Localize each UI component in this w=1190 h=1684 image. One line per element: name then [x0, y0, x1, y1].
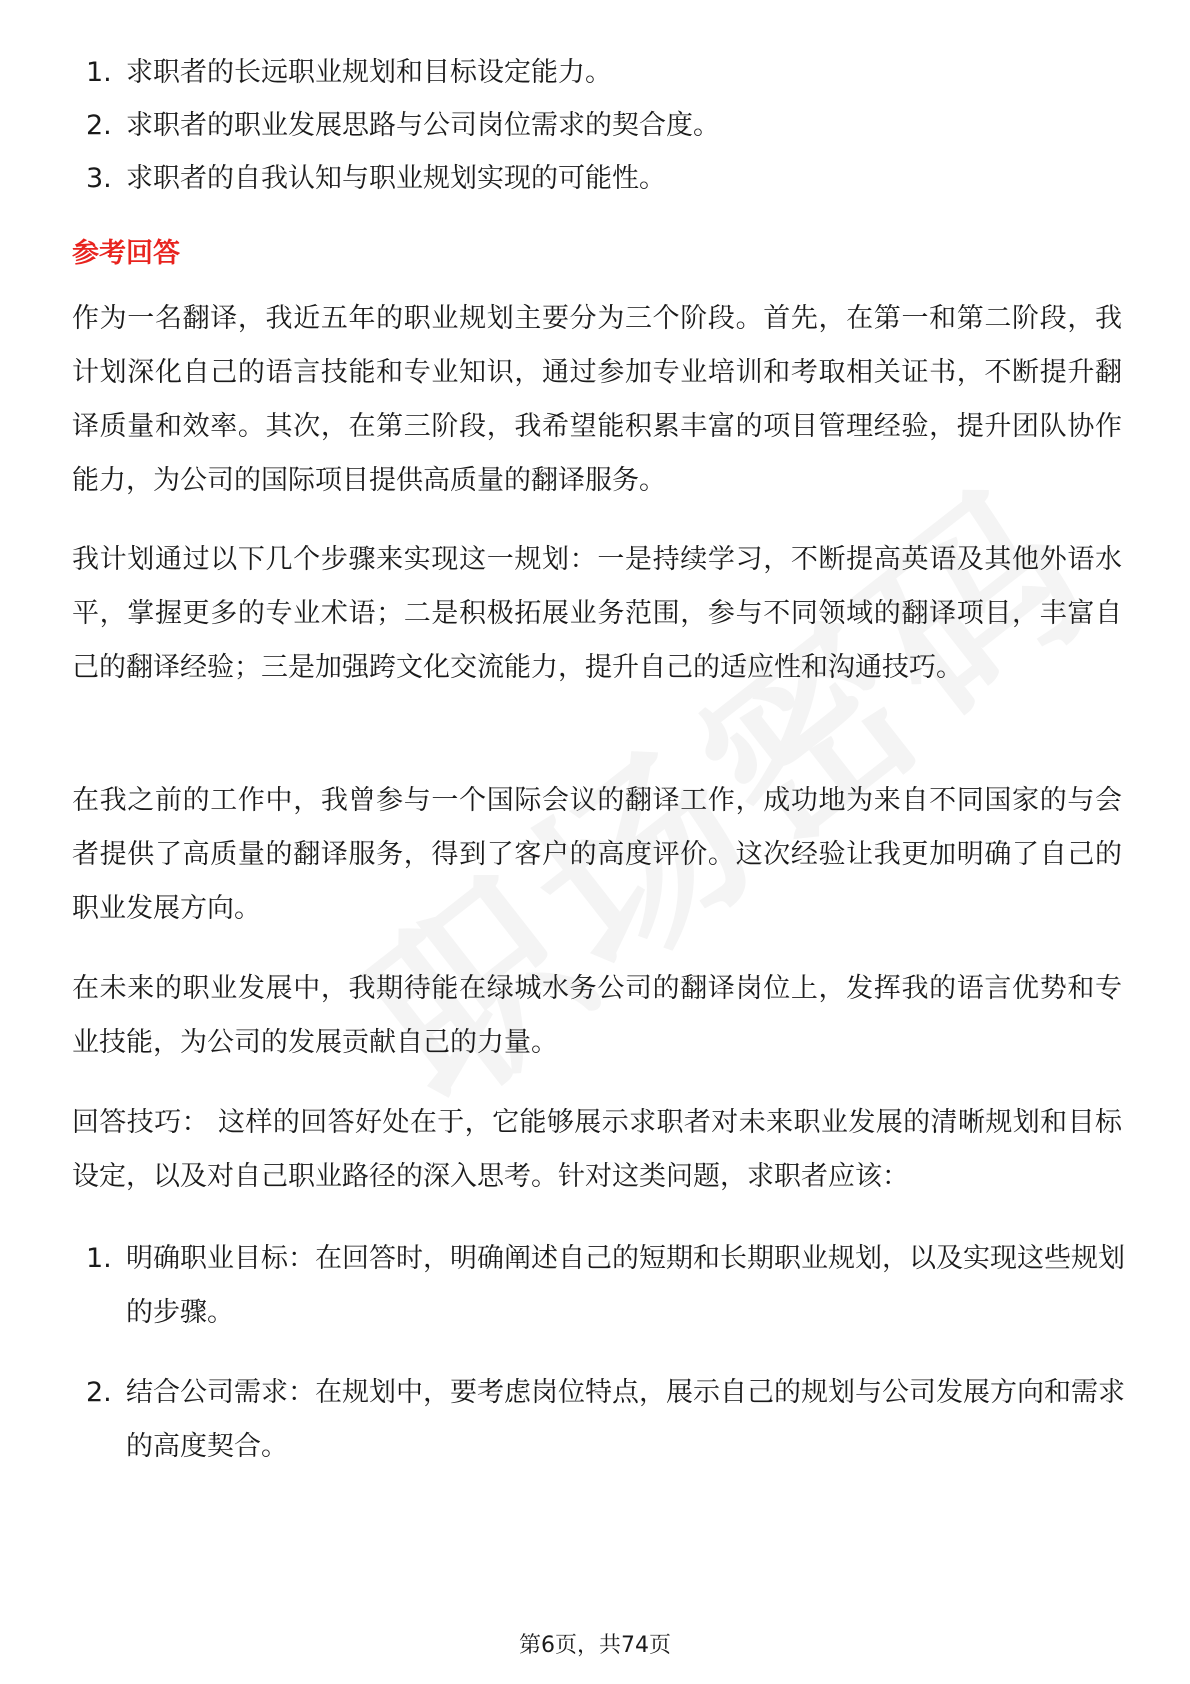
paragraph: 作为一名翻译，我近五年的职业规划主要分为三个阶段。首先，在第一和第二阶段，我计划深化自己的语言技能和专业知识，通过参加专业培训和考取相关证书，不断提升翻译质量和效率。其次，在第三阶段，我希望能积累丰富的项目管理经验，提升团队协作能力，为公司的国际项目提供高质量的翻译服务。 [72, 303, 1122, 496]
list-text: 明确职业目标：在回答时，明确阐述自己的短期和长期职业规划，以及实现这些规划的步骤。 [126, 1243, 1125, 1328]
list-item [86, 150, 1126, 208]
list-number: 3. [86, 163, 112, 194]
list-item [86, 1232, 1126, 1340]
section-title: 参考回答 [72, 238, 180, 269]
list-item [86, 1366, 1126, 1474]
paragraph: 在我之前的工作中，我曾参与一个国际会议的翻译工作，成功地为来自不同国家的与会者提供了高质量的翻译服务，得到了客户的高度评价。这次经验让我更加明确了自己的职业发展方向。 [72, 785, 1122, 924]
list-text: 求职者的职业发展思路与公司岗位需求的契合度。 [126, 110, 720, 141]
answer-tips-paragraph: 回答技巧： 这样的回答好处在于，它能够展示求职者对未来职业发展的清晰规划和目标设定，以及对自己职业路径的深入思考。针对这类问题，求职者应该： [72, 1107, 1122, 1192]
list-number: 2. [86, 1377, 112, 1408]
list-number: 1. [86, 1243, 112, 1274]
paragraph: 在未来的职业发展中，我期待能在绿城水务公司的翻译岗位上，发挥我的语言优势和专业技能，为公司的发展贡献自己的力量。 [72, 973, 1122, 1058]
list-number: 2. [86, 110, 112, 141]
page-number-footer: 第6页，共74页 [519, 1633, 671, 1658]
list-item [86, 44, 1126, 102]
list-text: 求职者的长远职业规划和目标设定能力。 [126, 57, 612, 88]
list-number: 1. [86, 57, 112, 88]
list-text: 求职者的自我认知与职业规划实现的可能性。 [126, 163, 666, 194]
list-text: 结合公司需求：在规划中，要考虑岗位特点，展示自己的规划与公司发展方向和需求的高度契合。 [126, 1377, 1125, 1462]
paragraph: 我计划通过以下几个步骤来实现这一规划：一是持续学习，不断提高英语及其他外语水平，掌握更多的专业术语；二是积极拓展业务范围，参与不同领域的翻译项目，丰富自己的翻译经验；三是加强跨文化交流能力，提升自己的适应性和沟通技巧。 [72, 544, 1122, 683]
list-item [86, 97, 1126, 155]
